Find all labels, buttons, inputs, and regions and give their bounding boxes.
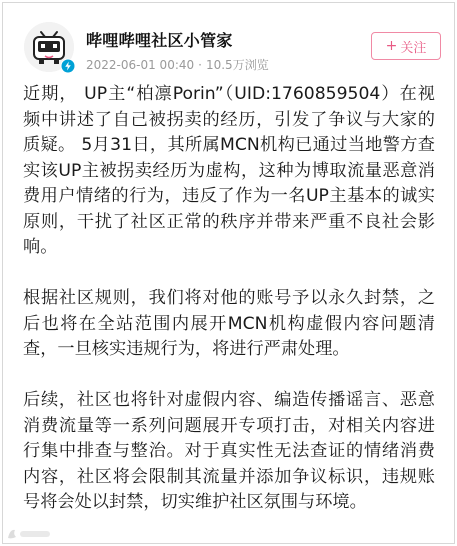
- plus-icon: +: [385, 38, 398, 54]
- paragraph: 近期， UP主“柏凛Porin”（UID:1760859504）在视频中讲述了自己被拐卖的经历，引发了争议与大家的质疑。 5月31日，其所属MCN机构已通过当地警方查实该UP主被拐卖经历为虚构，这种为博取流量恶意消费用户情绪的行为，违反了作为一名UP主基本的诚实原则，干扰了社区正常的秩序并带来严重不良社会影响。: [23, 84, 435, 257]
- author-name[interactable]: 哔哩哔哩社区小管家: [86, 31, 233, 50]
- post-date: 2022-06-01 00:40: [86, 58, 195, 72]
- meta-separator: ·: [198, 58, 202, 72]
- paragraph: 根据社区规则，我们将对他的账号予以永久封禁，之后也将在全站范围内展开MCN机构虚假内容问题清查，一旦核实违规行为，将进行严肃处理。: [23, 288, 435, 359]
- post-meta: [86, 56, 269, 73]
- paragraph: 后续，社区也将针对虚假内容、编造传播谣言、恶意消费流量等一系列问题展开专项打击，对相关内容进行集中排查与整治。对于真实性无法查证的情绪消费内容，社区将会限制其流量并添加争议标识，违规账号将会处以封禁，切实维护社区氛围与环境。: [23, 390, 435, 512]
- follow-button-label: 关注: [400, 40, 427, 56]
- post-body: [23, 82, 435, 516]
- verified-badge-icon: [60, 58, 76, 74]
- post-header: [24, 20, 441, 74]
- follow-button[interactable]: [371, 32, 441, 60]
- view-count: 10.5万浏览: [205, 58, 269, 72]
- watermark-logo-icon: [6, 526, 54, 542]
